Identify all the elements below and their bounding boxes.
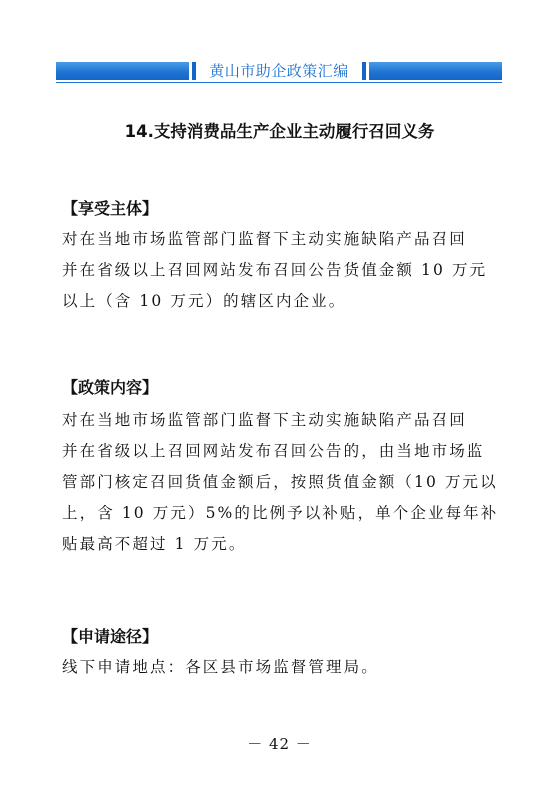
- header-bar-right: [369, 62, 502, 80]
- text-line: 并在省级以上召回网站发布召回公告的，由当地市场监: [62, 442, 485, 460]
- text-line: 对在当地市场监管部门监督下主动实施缺陷产品召回: [62, 411, 467, 429]
- header-banner: [56, 62, 502, 80]
- section-heading-beneficiary: 【享受主体】: [62, 199, 159, 218]
- section-heading-policy-content: 【政策内容】: [62, 378, 159, 397]
- text-line: 以上（含 10 万元）的辖区内企业。: [62, 292, 347, 310]
- section-heading-application-method: 【申请途径】: [62, 627, 159, 646]
- section-body-beneficiary: [62, 224, 502, 317]
- text-line: 线下申请地点：各区县市场监督管理局。: [62, 658, 379, 676]
- text-line: 管部门核定召回货值金额后，按照货值金额（10 万元以: [62, 473, 498, 491]
- text-line: 上，含 10 万元）5%的比例予以补贴，单个企业每年补: [62, 504, 499, 522]
- header-title: 黄山市助企政策汇编: [209, 62, 349, 80]
- page-number: － 42 －: [247, 735, 312, 753]
- document-title: 14.支持消费品生产企业主动履行召回义务: [124, 122, 435, 141]
- text-line: 贴最高不超过 1 万元。: [62, 535, 247, 553]
- header-notch-right: [362, 62, 366, 80]
- header-notch-left: [192, 62, 196, 80]
- header-divider: [56, 82, 502, 83]
- text-line: 并在省级以上召回网站发布召回公告货值金额 10 万元: [62, 261, 488, 279]
- section-body-policy-content: [62, 405, 502, 560]
- section-body-application-method: [62, 652, 502, 683]
- text-line: 对在当地市场监管部门监督下主动实施缺陷产品召回: [62, 230, 467, 248]
- header-bar-left: [56, 62, 189, 80]
